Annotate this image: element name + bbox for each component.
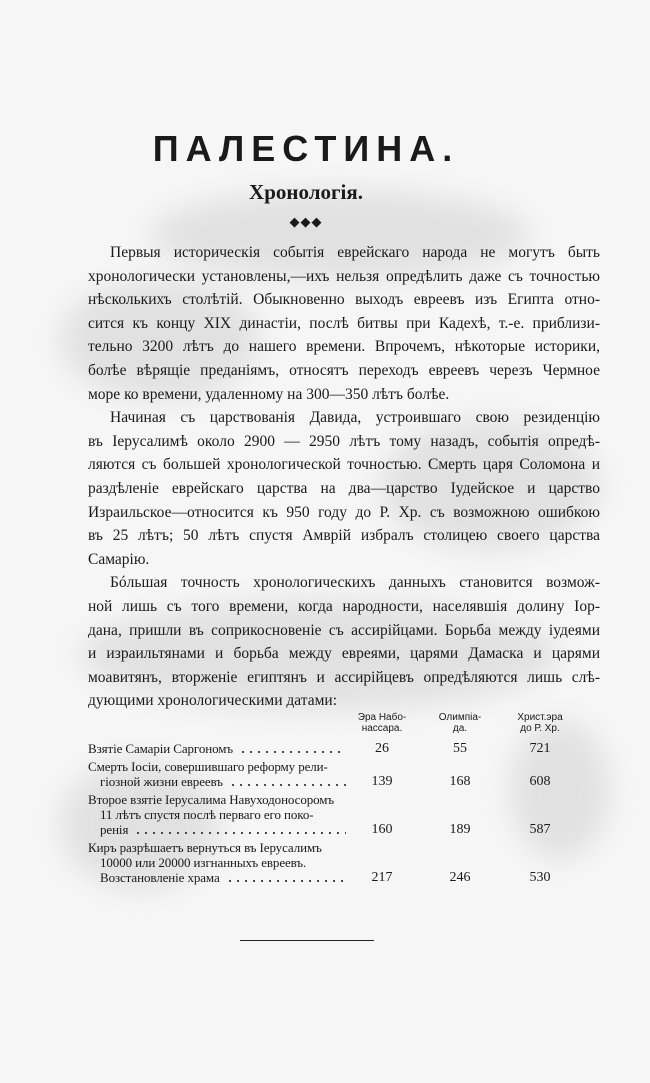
event-label: [88, 792, 346, 837]
event-label-text: 11 лѣтъ спустя послѣ перваго его поко-: [100, 807, 314, 822]
text-line: сится къ концу XIX династіи, послѣ битвы при Кадехѣ, т.-е. приблизи-: [88, 314, 600, 332]
event-label: [88, 840, 346, 885]
text-line: Бóльшая точность хронологическихъ данныхъ становится возмож-: [110, 574, 600, 592]
event-label-text: ренія: [100, 822, 129, 837]
header-olympiad: Олимпіа- да.: [438, 712, 482, 734]
nabonassar-year: 160: [371, 822, 393, 837]
olympiad: 55: [453, 741, 467, 756]
event-label-line: [88, 792, 346, 807]
event-label: [88, 759, 346, 789]
event-label-line: [88, 759, 346, 774]
event-label: [88, 741, 346, 756]
olympiad: 168: [449, 774, 471, 789]
event-label-text: Смерть Іосіи, совершившаго реформу рели-: [88, 759, 328, 774]
text-line: нѣсколькихъ столѣтій. Обыкновенно выходъ евреевъ изъ Египта отно-: [88, 291, 600, 309]
event-label-line: [88, 822, 346, 837]
text-line: ной лишь съ того времени, когда народности, населявшія долину Іор-: [88, 597, 600, 615]
event-label-line: [88, 741, 346, 756]
christian-era-year: 721: [529, 741, 551, 756]
nabonassar-year: 217: [371, 870, 393, 885]
christian-era-year: 587: [529, 822, 551, 837]
text-line: хронологически установлены,—ихъ нельзя опредѣлить даже съ точностью: [88, 267, 600, 285]
leader-dots: [239, 751, 346, 753]
leader-dots: [226, 880, 346, 882]
event-label-text: Второе взятіе Іерусалима Навуходоносоромъ: [88, 792, 335, 807]
christian-era-year: 608: [529, 774, 551, 789]
text-line: моавитянъ, вторженіе египтянъ и ассирійцевъ опредѣляются лишь слѣ-: [88, 668, 600, 686]
page-title: ПАЛЕСТИНА.: [152, 128, 460, 169]
text-line: тельно 3200 лѣтъ до нашего времени. Впрочемъ, нѣкоторые историки,: [88, 338, 600, 356]
text-line: и израильтянами и борьба между евреями, царями Дамаска и царями: [88, 645, 600, 663]
body-text: [88, 241, 600, 713]
text-line: въ 25 лѣтъ; 50 лѣтъ спустя Амврій избралъ столицею своего царства: [88, 527, 600, 545]
olympiad: 189: [449, 822, 471, 837]
end-rule: [240, 940, 374, 941]
event-label-text: Возстановленіе храма: [100, 870, 220, 885]
christian-era-year: 530: [529, 870, 551, 885]
event-label-text: гіозной жизни евреевъ: [100, 774, 223, 789]
event-label-line: [88, 855, 346, 870]
header-nabonassar: Эра Набо- нассара.: [357, 712, 407, 734]
text-line: дана, пришли въ соприкосновеніе съ ассирійцами. Борьба между іудеями: [88, 621, 600, 639]
event-label-line: [88, 870, 346, 885]
nabonassar-year: 26: [375, 741, 389, 756]
leader-dots: [134, 832, 346, 834]
event-label-line: [88, 840, 346, 855]
event-label-line: [88, 807, 346, 822]
nabonassar-year: 139: [371, 774, 393, 789]
text-line: ляются съ большей хронологической точностью. Смерть царя Соломона и: [88, 456, 600, 474]
ornament-icon: ◆◆◆: [289, 214, 323, 229]
text-line: болѣе вѣрящіе преданіямъ, относятъ переходъ евреевъ черезъ Чермное: [88, 361, 600, 379]
page-subtitle: Хронологія.: [249, 180, 363, 204]
event-label-text: 10000 или 20000 изгнанныхъ евреевъ.: [100, 855, 307, 870]
event-label-text: Киръ разрѣшаетъ вернуться въ Іерусалимъ: [88, 840, 322, 855]
olympiad: 246: [449, 870, 471, 885]
leader-dots: [229, 784, 346, 786]
text-line: Израильское—относится къ 950 году до Р. Хр. съ возможною ошибкою: [88, 503, 600, 521]
event-label-text: Взятіе Самаріи Саргономъ: [88, 741, 233, 756]
text-line: въ Іерусалимѣ около 2900 — 2950 лѣтъ тому назадъ, событія опредѣ-: [88, 432, 600, 450]
text-line: Самарію.: [88, 550, 150, 568]
text-line: море ко времени, удаленному на 300—350 лѣтъ болѣе.: [88, 385, 450, 403]
text-line: раздѣленіе еврейскаго царства на два—царство Іудейское и царство: [88, 479, 600, 497]
text-line: Первыя историческія событія еврейскаго народа не могутъ быть: [110, 244, 600, 261]
text-line: Начиная съ царствованія Давида, устроившаго свою резиденцію: [110, 409, 600, 427]
text-line: дующими хронологическими датами:: [88, 692, 338, 710]
header-christian-era: Христ.эра до Р. Хр.: [517, 712, 563, 734]
event-label-line: [88, 774, 346, 789]
